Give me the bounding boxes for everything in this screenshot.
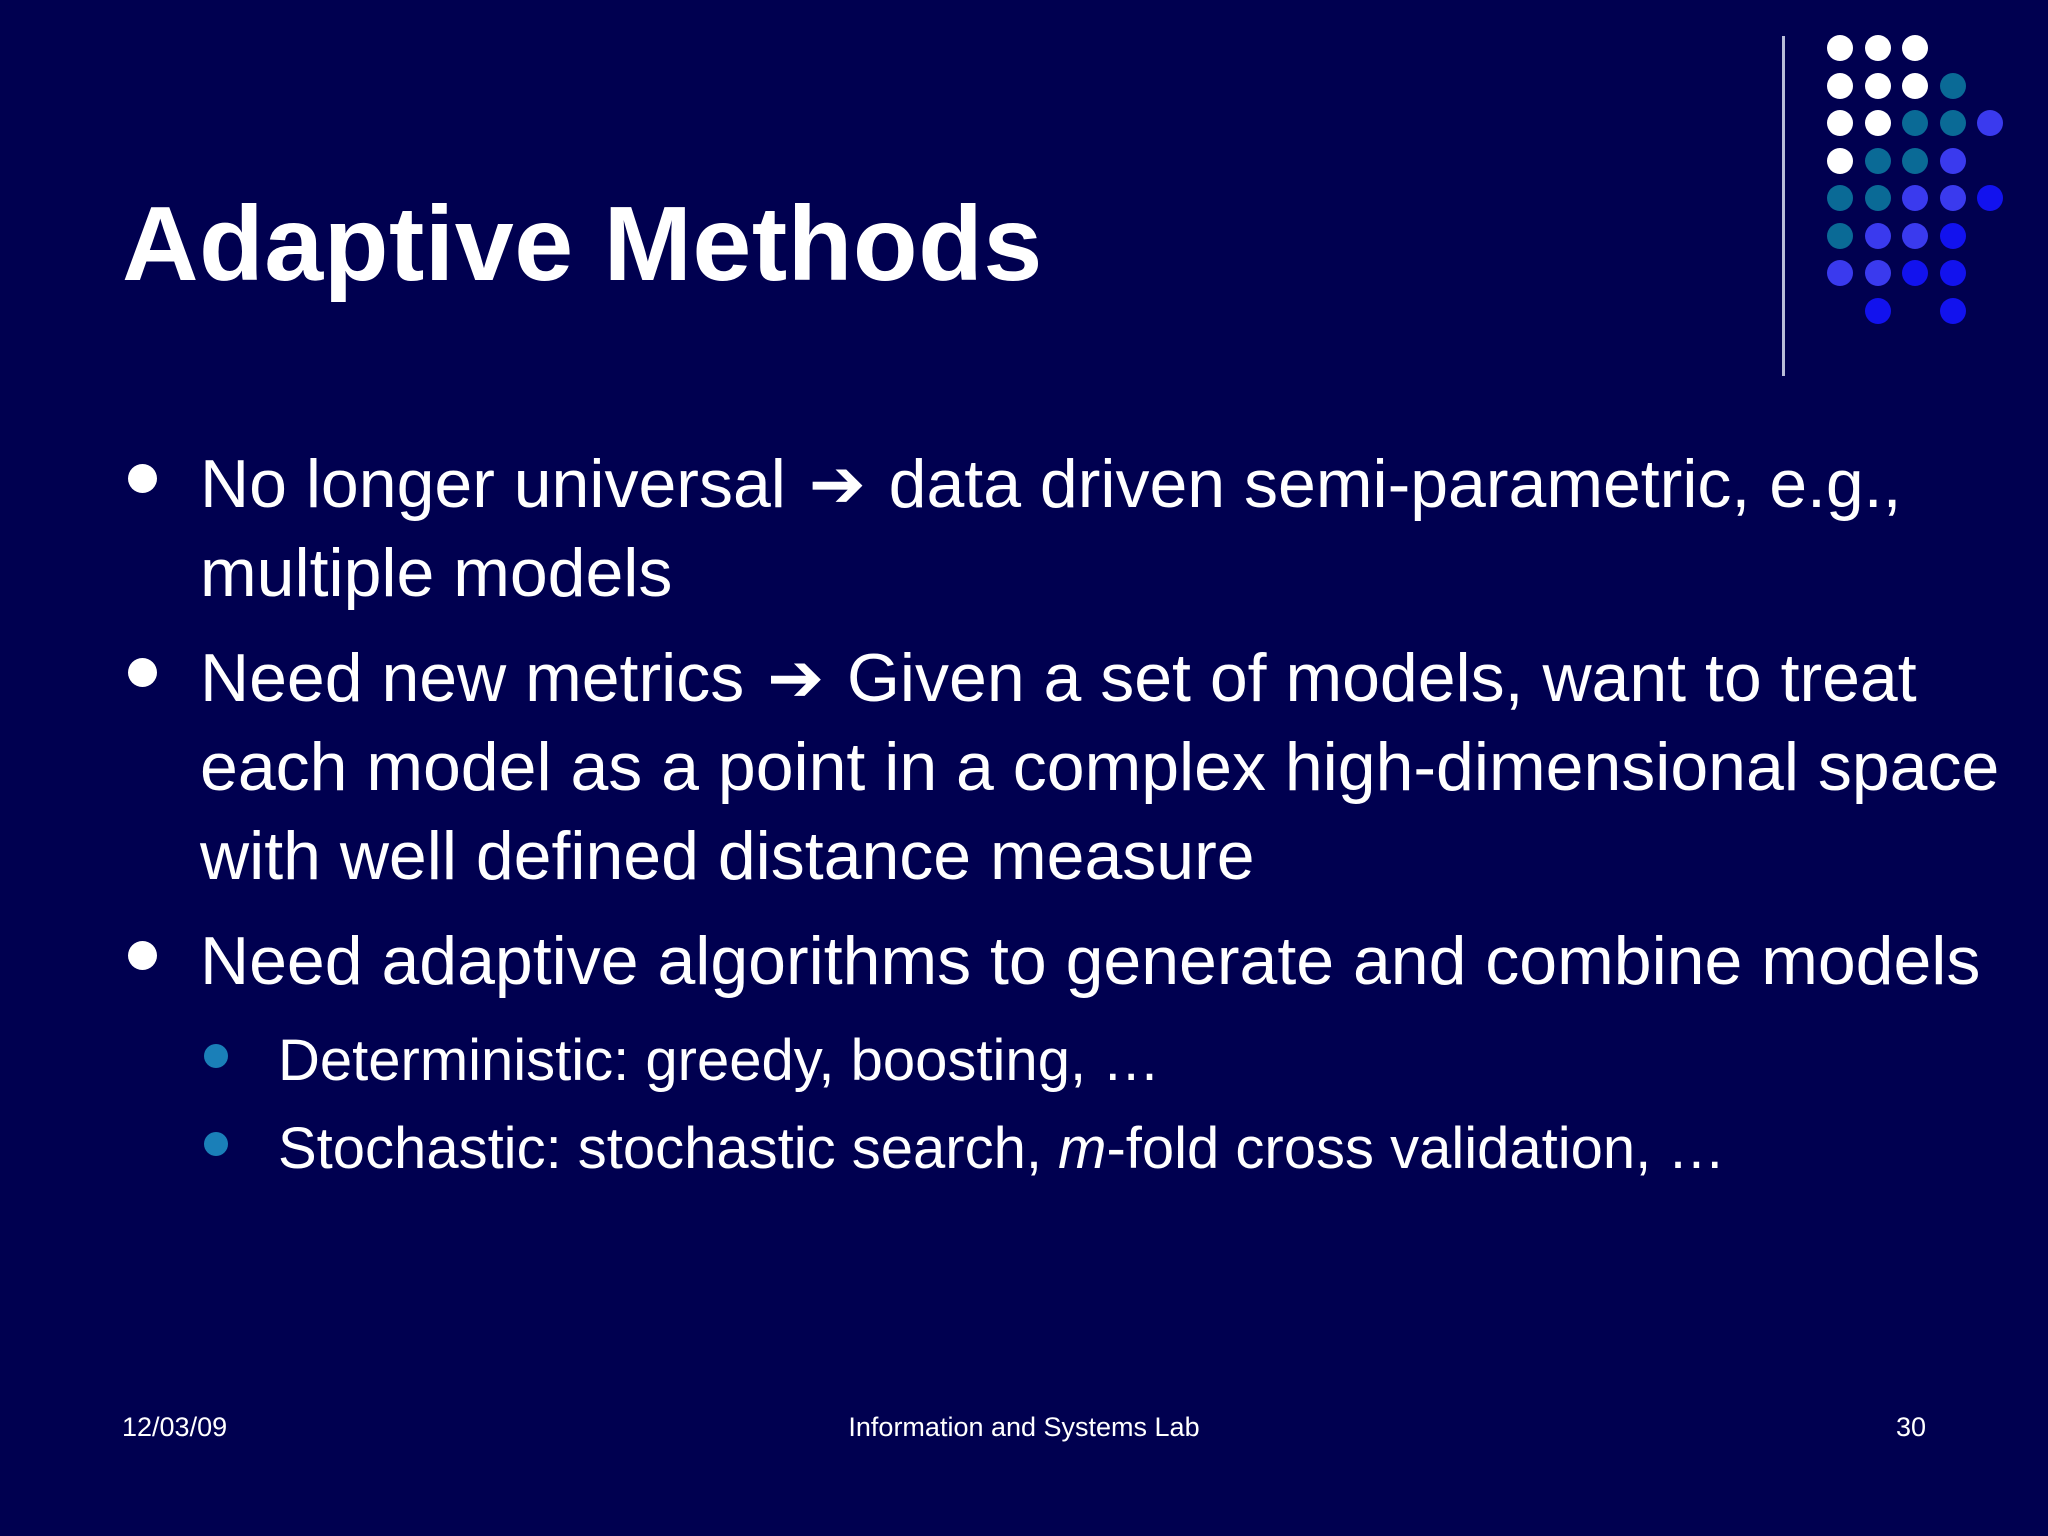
- decorative-dot: [1902, 35, 1928, 61]
- sub-bullet-item-2: [120, 1110, 2000, 1188]
- bullet-item-2: [120, 634, 2000, 901]
- decorative-dot: [1902, 148, 1928, 174]
- bullet-list: [120, 440, 2000, 1198]
- bullet-dot-icon: [128, 464, 157, 493]
- decorative-dot: [1977, 185, 2003, 211]
- bullet-3-text: Need adaptive algorithms to generate and combine models: [200, 923, 1981, 999]
- sub-bullet-item-1: [120, 1022, 2000, 1100]
- decorative-dot-grid: [0, 0, 2048, 400]
- decorative-dot: [1940, 223, 1966, 249]
- decorative-dot: [1865, 185, 1891, 211]
- sub-bullet-2-prefix: Stochastic: stochastic search,: [278, 1116, 1059, 1181]
- right-arrow-icon: ➔: [808, 446, 866, 522]
- sub-bullet-dot-icon: [204, 1132, 228, 1156]
- sub-bullet-1-text: Deterministic: greedy, boosting, …: [278, 1028, 1161, 1093]
- decorative-dot: [1977, 110, 2003, 136]
- decorative-dot: [1827, 73, 1853, 99]
- bullet-dot-icon: [128, 658, 157, 687]
- sub-bullet-2-italic: m: [1058, 1116, 1107, 1181]
- decorative-dot: [1865, 73, 1891, 99]
- bullet-2-text-before: Need new metrics: [200, 640, 745, 716]
- sub-bullet-dot-icon: [204, 1044, 228, 1068]
- decorative-dot: [1827, 260, 1853, 286]
- bullet-1-text-after: data driven semi-parametric, e.g., multiple models: [200, 446, 1902, 611]
- decorative-dot: [1865, 260, 1891, 286]
- decorative-dot: [1902, 110, 1928, 136]
- decorative-dot: [1902, 73, 1928, 99]
- decorative-dot: [1827, 110, 1853, 136]
- decorative-dot: [1865, 35, 1891, 61]
- decorative-dot: [1940, 185, 1966, 211]
- bullet-2-text-after: Given a set of models, want to treat each model as a point in a complex high-dimensional space with well defined distance measure: [200, 640, 2000, 894]
- decorative-dot: [1865, 298, 1891, 324]
- footer-date: 12/03/09: [122, 1412, 228, 1442]
- decorative-dot: [1827, 185, 1853, 211]
- bullet-item-1: [120, 440, 2000, 618]
- decorative-dot: [1940, 110, 1966, 136]
- decorative-dot: [1902, 223, 1928, 249]
- decorative-dot: [1902, 260, 1928, 286]
- decorative-dot: [1865, 148, 1891, 174]
- bullet-item-3: [120, 917, 2000, 1006]
- decorative-dot: [1827, 148, 1853, 174]
- footer-title: Information and Systems Lab: [848, 1412, 1200, 1442]
- decorative-dot: [1865, 110, 1891, 136]
- decorative-dot: [1827, 223, 1853, 249]
- footer-page-number: 30: [1896, 1412, 1927, 1442]
- decorative-dot: [1940, 260, 1966, 286]
- right-arrow-icon: ➔: [767, 640, 825, 716]
- bullet-dot-icon: [128, 941, 157, 970]
- decorative-dot: [1940, 298, 1966, 324]
- decorative-dot: [1940, 148, 1966, 174]
- decorative-dot: [1827, 35, 1853, 61]
- decorative-dot: [1902, 185, 1928, 211]
- slide-title: Adaptive Methods: [122, 185, 1043, 303]
- decorative-dot: [1940, 73, 1966, 99]
- bullet-1-text-before: No longer universal: [200, 446, 786, 522]
- decorative-dot: [1865, 223, 1891, 249]
- sub-bullet-2-suffix: -fold cross validation, …: [1106, 1116, 1726, 1181]
